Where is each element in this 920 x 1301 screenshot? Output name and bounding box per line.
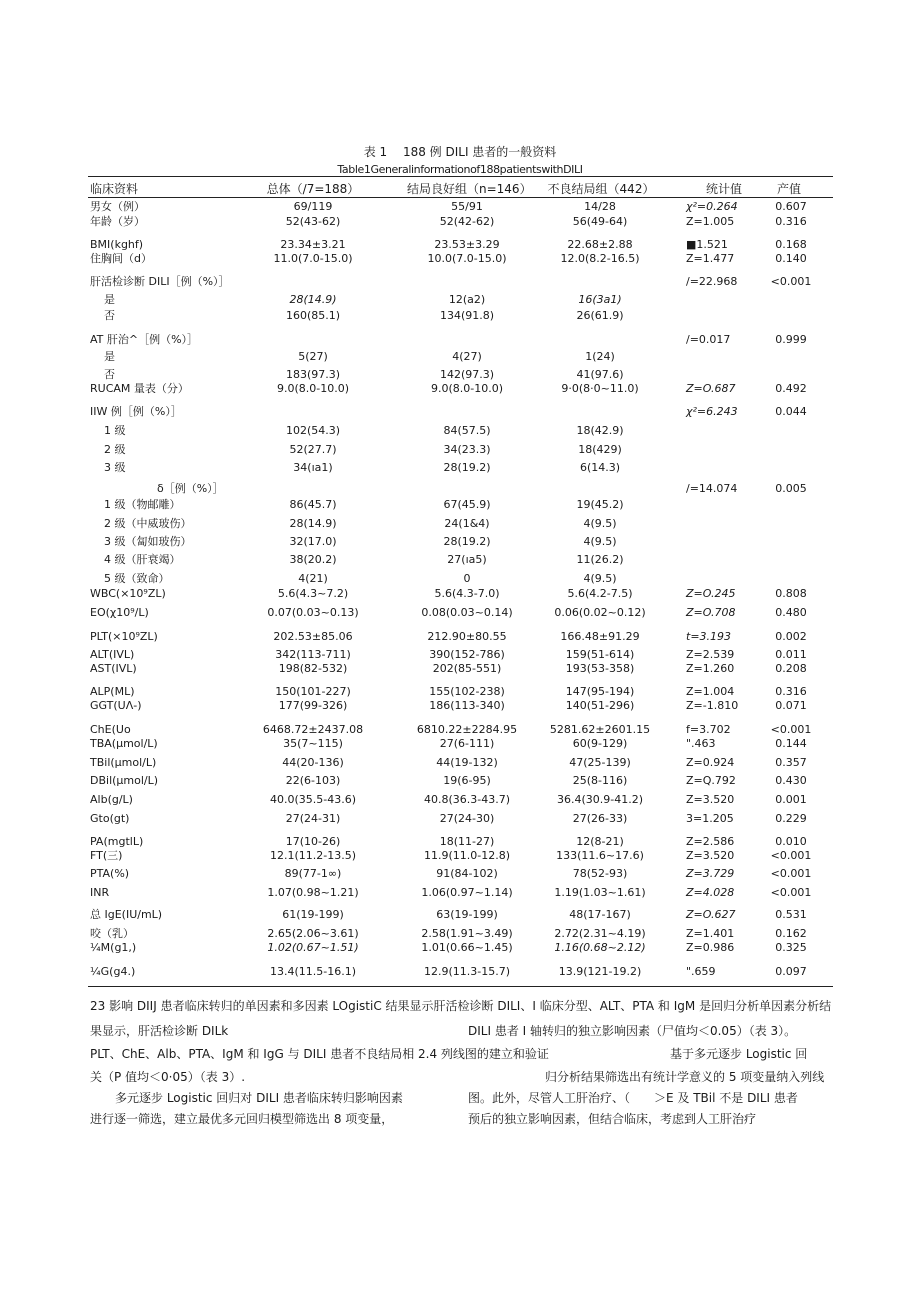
- good-outcome-value: 18(11-27): [439, 835, 495, 848]
- statistic-value: Z=1.260: [686, 662, 735, 675]
- row-label: 是: [104, 350, 115, 363]
- row-label: 肝活检诊断 DILI［例（%）］: [90, 275, 230, 288]
- good-outcome-value: 44(19-132): [436, 756, 498, 769]
- total-value: 9.0(8.0-10.0): [276, 382, 350, 395]
- total-value: 102(54.3): [285, 424, 341, 437]
- row-label: PTA(%): [90, 867, 130, 880]
- row-label: 男女（例）: [90, 200, 145, 213]
- good-outcome-value: 67(45.9): [443, 498, 491, 511]
- statistic-value: ■1.521: [686, 238, 728, 251]
- table-row: [0, 908, 920, 922]
- row-label: 否: [104, 368, 115, 381]
- p-value: 0.071: [775, 699, 807, 712]
- table-row: [0, 587, 920, 601]
- body-paragraph-line: 多元逐步 Logistic 回归对 DILI 患者临床转归影响因素: [115, 1091, 403, 1105]
- table-row: [0, 756, 920, 770]
- p-value: 0.044: [775, 405, 807, 418]
- table-row: [0, 200, 920, 214]
- p-value: 0.316: [775, 685, 807, 698]
- row-label: 住胸间（d）: [90, 252, 152, 265]
- statistic-value: Z=4.028: [686, 886, 735, 899]
- table-row: [0, 350, 920, 364]
- total-value: 35(7~115): [283, 737, 343, 750]
- row-label: AST(IVL): [90, 662, 137, 675]
- good-outcome-value: 63(19-199): [436, 908, 498, 921]
- row-label: 1 级: [104, 424, 126, 437]
- poor-outcome-value: 25(8-116): [572, 774, 628, 787]
- table-bottom-rule: [88, 986, 833, 987]
- table-row: [0, 662, 920, 676]
- good-outcome-value: 19(6-95): [443, 774, 491, 787]
- table-row: [0, 835, 920, 849]
- good-outcome-value: 9.0(8.0-10.0): [430, 382, 504, 395]
- total-value: 5(27): [298, 350, 328, 363]
- good-outcome-value: 10.0(7.0-15.0): [427, 252, 507, 265]
- total-value: 183(97.3): [285, 368, 341, 381]
- row-label: 1 级（物邮雕）: [104, 498, 181, 511]
- poor-outcome-value: 140(51-296): [565, 699, 635, 712]
- statistic-value: Z=O.627: [686, 908, 736, 921]
- poor-outcome-value: 19(45.2): [576, 498, 624, 511]
- row-label: RUCAM 量表（分）: [90, 382, 189, 395]
- statistic-value: Z=-1.810: [686, 699, 739, 712]
- statistic-value: Z=1.477: [686, 252, 735, 265]
- p-value: 0.999: [775, 333, 807, 346]
- body-paragraph-line: 归分析结果筛选出有统计学意义的 5 项变量纳入列线: [545, 1070, 825, 1084]
- p-value: 0.097: [775, 965, 807, 978]
- row-label: 2 级（中威玻伤）: [104, 517, 192, 530]
- good-outcome-value: 5.6(4.3-7.0): [434, 587, 500, 600]
- body-paragraph-line: 预后的独立影响因素，但结合临床，考虑到人工肝治疗: [468, 1112, 757, 1126]
- header-total: 总体（/7=188）: [266, 182, 360, 196]
- statistic-value: Z=3.729: [686, 867, 735, 880]
- good-outcome-value: 0.08(0.03~0.14): [421, 606, 513, 619]
- p-value: 0.001: [775, 793, 807, 806]
- total-value: 89(77-1∞): [284, 867, 342, 880]
- good-outcome-value: 0: [463, 572, 471, 585]
- row-label: 是: [104, 293, 115, 306]
- good-outcome-value: 55/91: [451, 200, 483, 213]
- row-label: 咬（乳）: [90, 927, 134, 940]
- table-row: [0, 606, 920, 620]
- poor-outcome-value: 12.0(8.2-16.5): [560, 252, 640, 265]
- table-top-rule: [88, 176, 833, 177]
- total-value: 86(45.7): [289, 498, 337, 511]
- table-row: [0, 405, 920, 419]
- statistic-value: Z=O.245: [686, 587, 736, 600]
- total-value: 5.6(4.3~7.2): [277, 587, 349, 600]
- table-row: [0, 535, 920, 549]
- poor-outcome-value: 193(53-358): [565, 662, 635, 675]
- total-value: 177(99-326): [278, 699, 348, 712]
- row-label: PA(mgtlL): [90, 835, 144, 848]
- row-label: AT 肝治^［例（%）］: [90, 333, 199, 346]
- table-caption-en: Table1Generalinformationof188patientswithDILI: [337, 163, 583, 176]
- total-value: 22(6-103): [285, 774, 341, 787]
- p-value: <0.001: [770, 849, 812, 862]
- table-row: [0, 699, 920, 713]
- p-value: 0.168: [775, 238, 807, 251]
- table-row: [0, 215, 920, 229]
- row-label: 否: [104, 309, 115, 322]
- table-row: [0, 517, 920, 531]
- poor-outcome-value: 6(14.3): [579, 461, 621, 474]
- good-outcome-value: 134(91.8): [439, 309, 495, 322]
- statistic-value: Z=O.687: [686, 382, 736, 395]
- poor-outcome-value: 9·0(8·0~11.0): [561, 382, 639, 395]
- table-row: [0, 275, 920, 289]
- poor-outcome-value: 0.06(0.02~0.12): [554, 606, 646, 619]
- table-header-rule: [88, 197, 833, 198]
- header-p-value: 产值: [777, 182, 802, 196]
- p-value: 0.002: [775, 630, 807, 643]
- body-paragraph-line: 基于多元逐步 Logistic 回: [670, 1047, 808, 1061]
- poor-outcome-value: 5.6(4.2-7.5): [567, 587, 633, 600]
- row-label: EO(χ10⁹/L): [90, 606, 149, 619]
- row-label: 年龄（岁）: [90, 215, 145, 228]
- total-value: 44(20-136): [282, 756, 344, 769]
- p-value: 0.480: [775, 606, 807, 619]
- good-outcome-value: 91(84-102): [436, 867, 498, 880]
- row-label: WBC(×10⁹ZL): [90, 587, 166, 600]
- total-value: 1.07(0.98~1.21): [267, 886, 359, 899]
- table-row: [0, 941, 920, 955]
- total-value: 6468.72±2437.08: [262, 723, 364, 736]
- table-row: [0, 252, 920, 266]
- table-row: [0, 309, 920, 323]
- good-outcome-value: 27(6-111): [439, 737, 495, 750]
- row-label: TBA(μmol∕L): [90, 737, 158, 750]
- poor-outcome-value: 14/28: [584, 200, 616, 213]
- statistic-value: /=14.074: [686, 482, 738, 495]
- header-clinical-data: 临床资料: [90, 182, 139, 196]
- good-outcome-value: 27(24-30): [439, 812, 495, 825]
- statistic-value: Z=0.924: [686, 756, 735, 769]
- row-label: 5 级（致命）: [104, 572, 170, 585]
- p-value: <0.001: [770, 275, 812, 288]
- poor-outcome-value: 13.9(121-19.2): [558, 965, 642, 978]
- statistic-value: Z=1.005: [686, 215, 735, 228]
- table-row: [0, 498, 920, 512]
- poor-outcome-value: 11(26.2): [576, 553, 624, 566]
- p-value: 0.325: [775, 941, 807, 954]
- poor-outcome-value: 166.48±91.29: [560, 630, 640, 643]
- total-value: 32(17.0): [289, 535, 337, 548]
- poor-outcome-value: 18(42.9): [576, 424, 624, 437]
- row-label: INR: [90, 886, 110, 899]
- p-value: 0.607: [775, 200, 807, 213]
- good-outcome-value: 390(152-786): [429, 648, 505, 661]
- statistic-value: Z=1.004: [686, 685, 735, 698]
- row-label: 2 级: [104, 443, 126, 456]
- poor-outcome-value: 78(52-93): [572, 867, 628, 880]
- row-label: ALT(IVL): [90, 648, 135, 661]
- table-row: [0, 774, 920, 788]
- statistic-value: /=22.968: [686, 275, 738, 288]
- statistic-value: Z=0.986: [686, 941, 735, 954]
- p-value: 0.011: [775, 648, 807, 661]
- row-label: 3 级: [104, 461, 126, 474]
- p-value: 0.531: [775, 908, 807, 921]
- row-label: ChE(Uo: [90, 723, 131, 736]
- table-row: [0, 333, 920, 347]
- table-row: [0, 927, 920, 941]
- table-row: [0, 849, 920, 863]
- table-row: [0, 443, 920, 457]
- poor-outcome-value: 36.4(30.9-41.2): [556, 793, 644, 806]
- total-value: 27(24-31): [285, 812, 341, 825]
- good-outcome-value: 28(19.2): [443, 461, 491, 474]
- good-outcome-value: 12(a2): [448, 293, 486, 306]
- poor-outcome-value: 4(9.5): [583, 535, 617, 548]
- poor-outcome-value: 60(9-129): [572, 737, 628, 750]
- table-row: [0, 812, 920, 826]
- body-paragraph-line: 果显示，肝活检诊断 DILk: [90, 1024, 229, 1038]
- p-value: 0.140: [775, 252, 807, 265]
- header-poor-outcome: 不良结局组（442）: [547, 182, 655, 196]
- table-caption-cn: 表 1 188 例 DILI 患者的一般资料: [363, 145, 557, 159]
- table-row: [0, 293, 920, 307]
- total-value: 28(14.9): [289, 293, 337, 306]
- row-label: BMI(kghf): [90, 238, 144, 251]
- statistic-value: Z=1.401: [686, 927, 735, 940]
- statistic-value: Z=2.539: [686, 648, 735, 661]
- table-row: [0, 867, 920, 881]
- poor-outcome-value: 1.19(1.03~1.61): [554, 886, 646, 899]
- good-outcome-value: 212.90±80.55: [427, 630, 507, 643]
- poor-outcome-value: 41(97.6): [576, 368, 624, 381]
- table-row: [0, 630, 920, 644]
- total-value: 13.4(11.5-16.1): [269, 965, 357, 978]
- total-value: 202.53±85.06: [273, 630, 353, 643]
- good-outcome-value: 40.8(36.3-43.7): [423, 793, 511, 806]
- p-value: 0.229: [775, 812, 807, 825]
- poor-outcome-value: 26(61.9): [576, 309, 624, 322]
- poor-outcome-value: 4(9.5): [583, 517, 617, 530]
- total-value: 1.02(0.67~1.51): [267, 941, 359, 954]
- row-label: DBil(μmol∕L): [90, 774, 159, 787]
- poor-outcome-value: 18(429): [578, 443, 622, 456]
- poor-outcome-value: 4(9.5): [583, 572, 617, 585]
- good-outcome-value: 2.58(1.91~3.49): [421, 927, 513, 940]
- p-value: 0.808: [775, 587, 807, 600]
- p-value: 0.357: [775, 756, 807, 769]
- total-value: 160(85.1): [285, 309, 341, 322]
- total-value: 198(82-532): [278, 662, 348, 675]
- p-value: 0.005: [775, 482, 807, 495]
- statistic-value: Z=2.586: [686, 835, 735, 848]
- p-value: 0.162: [775, 927, 807, 940]
- table-row: [0, 482, 920, 496]
- row-label: GGT(UΛ-): [90, 699, 142, 712]
- row-label: 3 级（匐如玻伤）: [104, 535, 192, 548]
- good-outcome-value: 186(113-340): [429, 699, 505, 712]
- statistic-value: ".463: [686, 737, 716, 750]
- table-row: [0, 368, 920, 382]
- row-label: Gto(gt): [90, 812, 130, 825]
- row-label: 4 级（肝衰竭）: [104, 553, 181, 566]
- statistic-value: f=3.702: [686, 723, 731, 736]
- header-statistic: 统计值: [706, 182, 743, 196]
- total-value: 23.34±3.21: [280, 238, 346, 251]
- row-label: FT(三): [90, 849, 123, 862]
- table-row: [0, 723, 920, 737]
- p-value: 0.492: [775, 382, 807, 395]
- statistic-value: ".659: [686, 965, 716, 978]
- good-outcome-value: 11.9(11.0-12.8): [423, 849, 511, 862]
- poor-outcome-value: 16(3a1): [578, 293, 622, 306]
- p-value: 0.208: [775, 662, 807, 675]
- table-row: [0, 965, 920, 979]
- statistic-value: χ²=6.243: [686, 405, 738, 418]
- total-value: 150(101-227): [275, 685, 351, 698]
- row-label: δ［例（%）］: [157, 482, 224, 495]
- good-outcome-value: 142(97.3): [439, 368, 495, 381]
- total-value: 4(21): [298, 572, 328, 585]
- good-outcome-value: 23.53±3.29: [434, 238, 500, 251]
- poor-outcome-value: 12(8-21): [576, 835, 624, 848]
- good-outcome-value: 6810.22±2284.95: [416, 723, 518, 736]
- table-row: [0, 424, 920, 438]
- good-outcome-value: 155(102-238): [429, 685, 505, 698]
- statistic-value: 3=1.205: [686, 812, 734, 825]
- poor-outcome-value: 56(49-64): [572, 215, 628, 228]
- poor-outcome-value: 1.16(0.68~2.12): [554, 941, 646, 954]
- good-outcome-value: 4(27): [452, 350, 482, 363]
- table-row: [0, 572, 920, 586]
- table-row: [0, 553, 920, 567]
- table-row: [0, 648, 920, 662]
- table-row: [0, 886, 920, 900]
- good-outcome-value: 28(19.2): [443, 535, 491, 548]
- good-outcome-value: 27(ıa5): [447, 553, 487, 566]
- total-value: 38(20.2): [289, 553, 337, 566]
- poor-outcome-value: 147(95-194): [565, 685, 635, 698]
- good-outcome-value: 34(23.3): [443, 443, 491, 456]
- row-label: ALP(ML): [90, 685, 135, 698]
- p-value: 0.010: [775, 835, 807, 848]
- total-value: 61(19-199): [282, 908, 344, 921]
- statistic-value: Z=Q.792: [686, 774, 736, 787]
- statistic-value: /=0.017: [686, 333, 731, 346]
- good-outcome-value: 84(57.5): [443, 424, 491, 437]
- row-label: 总 IgE(IU∕mL): [90, 908, 163, 921]
- poor-outcome-value: 159(51-614): [565, 648, 635, 661]
- total-value: 69/119: [293, 200, 333, 213]
- statistic-value: χ²=0.264: [686, 200, 738, 213]
- poor-outcome-value: 1(24): [585, 350, 615, 363]
- table-row: [0, 238, 920, 252]
- total-value: 11.0(7.0-15.0): [273, 252, 353, 265]
- total-value: 52(27.7): [289, 443, 337, 456]
- body-paragraph-line: 23 影响 DIIJ 患者临床转归的单因素和多因素 LOgistiC 结果显示肝活检诊断 DILI、I 临床分型、ALT、PTA 和 IgM 是回归分析单因素分析结: [90, 999, 832, 1013]
- row-label: TBil(μmol∕L): [90, 756, 157, 769]
- header-good-outcome: 结局良好组（n=146）: [407, 182, 532, 196]
- table-row: [0, 382, 920, 396]
- p-value: 0.430: [775, 774, 807, 787]
- total-value: 12.1(11.2-13.5): [269, 849, 357, 862]
- good-outcome-value: 24(1&4): [444, 517, 490, 530]
- poor-outcome-value: 22.68±2.88: [567, 238, 633, 251]
- good-outcome-value: 202(85-551): [432, 662, 502, 675]
- statistic-value: Z=3.520: [686, 793, 735, 806]
- statistic-value: t=3.193: [686, 630, 732, 643]
- row-label: ¼G(g4.): [90, 965, 136, 978]
- total-value: 17(10-26): [285, 835, 341, 848]
- table-row: [0, 793, 920, 807]
- table-row: [0, 685, 920, 699]
- poor-outcome-value: 133(11.6~17.6): [556, 849, 644, 862]
- p-value: <0.001: [770, 723, 812, 736]
- good-outcome-value: 1.01(0.66~1.45): [421, 941, 513, 954]
- poor-outcome-value: 27(26-33): [572, 812, 628, 825]
- total-value: 0.07(0.03~0.13): [267, 606, 359, 619]
- p-value: 0.144: [775, 737, 807, 750]
- table-row: [0, 737, 920, 751]
- total-value: 342(113-711): [275, 648, 351, 661]
- good-outcome-value: 12.9(11.3-15.7): [423, 965, 511, 978]
- row-label: ¼M(g1,): [90, 941, 137, 954]
- row-label: PLT(×10⁹ZL): [90, 630, 158, 643]
- p-value: <0.001: [770, 886, 812, 899]
- total-value: 2.65(2.06~3.61): [267, 927, 359, 940]
- statistic-value: Z=3.520: [686, 849, 735, 862]
- p-value: <0.001: [770, 867, 812, 880]
- poor-outcome-value: 5281.62±2601.15: [549, 723, 651, 736]
- body-paragraph-line: PLT、ChE、Alb、PTA、IgM 和 IgG 与 DILI 患者不良结局相 2.4 列线图的建立和验证: [90, 1047, 549, 1061]
- total-value: 34(ıa1): [293, 461, 333, 474]
- good-outcome-value: 52(42-62): [439, 215, 495, 228]
- poor-outcome-value: 2.72(2.31~4.19): [554, 927, 646, 940]
- total-value: 40.0(35.5-43.6): [269, 793, 357, 806]
- total-value: 28(14.9): [289, 517, 337, 530]
- body-paragraph-line: 关（P 值均＜0·05）（表 3）.: [90, 1070, 246, 1084]
- total-value: 52(43-62): [285, 215, 341, 228]
- table-row: [0, 461, 920, 475]
- row-label: IIW 例［例（%）］: [90, 405, 182, 418]
- body-paragraph-line: 图。此外，尽管人工肝治疗、（ ＞E 及 TBil 不是 DILI 患者: [468, 1091, 798, 1105]
- body-paragraph-line: 进行逐一筛选，建立最优多元回归模型筛选出 8 项变量，: [90, 1112, 394, 1126]
- good-outcome-value: 1.06(0.97~1.14): [421, 886, 513, 899]
- poor-outcome-value: 48(17-167): [569, 908, 631, 921]
- statistic-value: Z=O.708: [686, 606, 736, 619]
- body-paragraph-line: DILI 患者 I 轴转归的独立影响因素（尸值均＜0.05）（表 3）。: [468, 1024, 797, 1038]
- poor-outcome-value: 47(25-139): [569, 756, 631, 769]
- p-value: 0.316: [775, 215, 807, 228]
- row-label: Alb(g/L): [90, 793, 133, 806]
